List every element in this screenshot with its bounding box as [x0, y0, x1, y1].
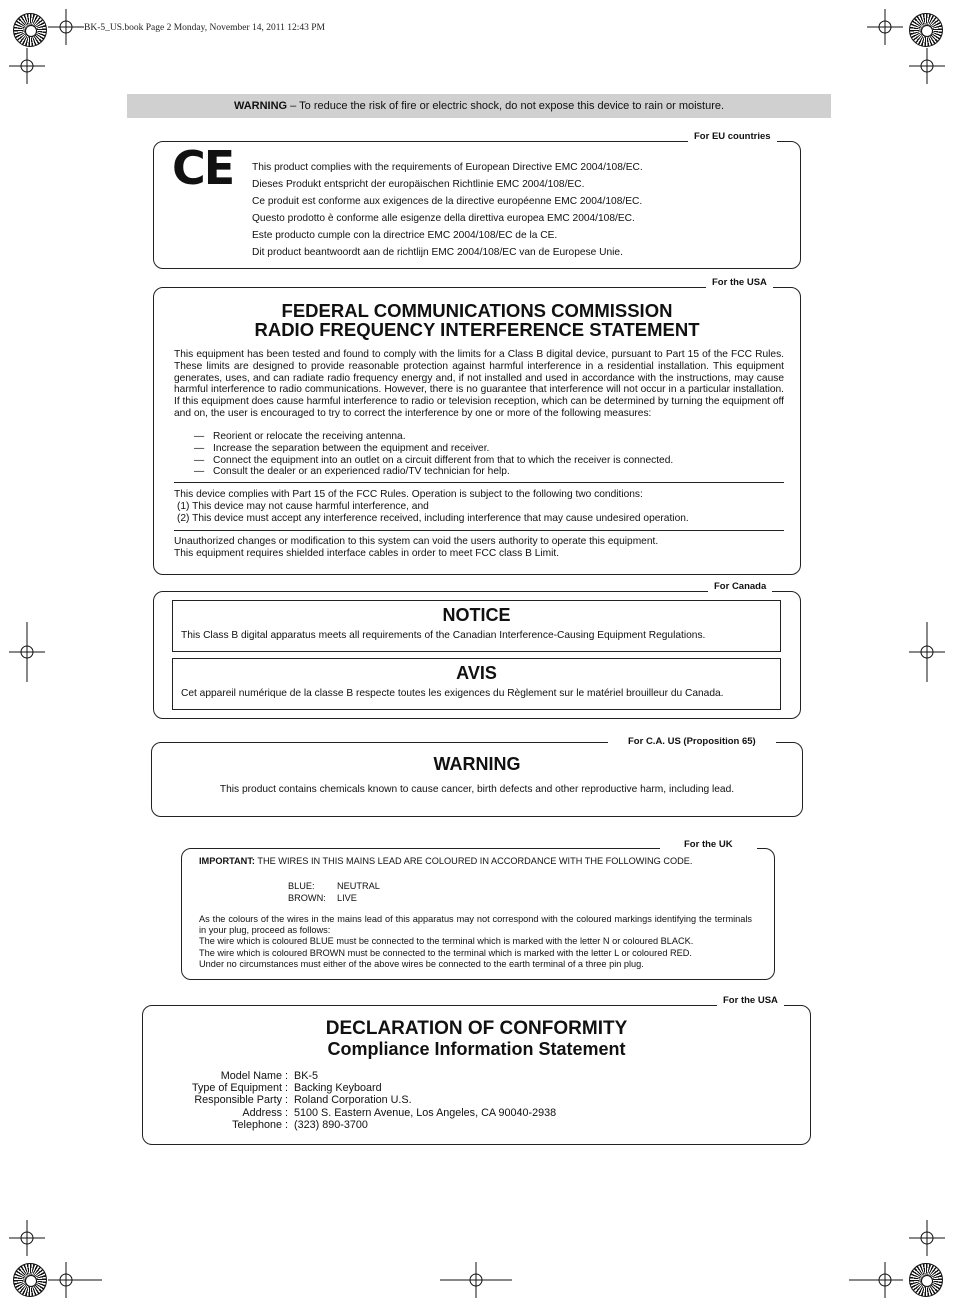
list-item: — Increase the separation between the equipment and receiver. — [194, 442, 490, 454]
doc-value: 5100 S. Eastern Avenue, Los Angeles, CA 90040-2938 — [294, 1106, 557, 1119]
crosshair-icon — [9, 622, 45, 682]
eu-line: Dit product beantwoordt aan de richtlijn EMC 2004/108/EC van de Europese Unie. — [252, 247, 623, 258]
doc-details — [150, 1070, 556, 1131]
eu-line: Este producto cumple con la directrice EMC 2004/108/EC de la CE. — [252, 230, 558, 241]
uk-para: As the colours of the wires in the mains lead of this apparatus may not correspond with the coloured markings identifying the terminals in your plug, proceed as follows: — [199, 914, 752, 936]
uk-important-label: IMPORTANT: — [199, 856, 255, 866]
divider — [174, 530, 784, 531]
prop65-tab-label: For C.A. US (Proposition 65) — [608, 736, 776, 748]
notice-text: This Class B digital apparatus meets all requirements of the Canadian Interference-Causing Equipment Regulations. — [181, 630, 706, 641]
avis-text: Cet appareil numérique de la classe B respecte toutes les exigences du Règlement sur le matériel brouilleur du Canada. — [181, 688, 724, 699]
fcc-tab-label: For the USA — [706, 277, 773, 289]
doc-label: Type of Equipment : — [191, 1082, 288, 1095]
uk-brown-value: LIVE — [337, 893, 357, 903]
eu-line: Dieses Produkt entspricht der europäischen Richtlinie EMC 2004/108/EC. — [252, 179, 585, 190]
eu-line: Ce produit est conforme aux exigences de la directive européenne EMC 2004/108/EC. — [252, 196, 643, 207]
warning-label: WARNING — [233, 100, 288, 112]
crosshair-icon — [9, 48, 45, 84]
prop65-title: WARNING — [433, 754, 521, 774]
fcc-measures-list — [194, 431, 784, 478]
doc-title-line2: Compliance Information Statement — [327, 1039, 626, 1059]
canada-tab-label: For Canada — [708, 581, 772, 593]
fcc-shielded-text: This equipment requires shielded interface cables in order to meet FCC class B Limit. — [174, 547, 560, 559]
fcc-title-line1: FEDERAL COMMUNICATIONS COMMISSION — [281, 300, 673, 321]
doc-title — [142, 1018, 811, 1060]
notice-box — [172, 600, 781, 652]
avis-title: AVIS — [456, 663, 497, 683]
crosshair-icon — [440, 1262, 512, 1298]
uk-tab-label: For the UK — [660, 839, 757, 851]
print-file-note: BK-5_US.book Page 2 Monday, November 14, 2011 12:43 PM — [84, 23, 326, 33]
doc-value: (323) 890-3700 — [294, 1118, 368, 1131]
doc-value: Roland Corporation U.S. — [294, 1094, 412, 1107]
fcc-unauthorized-text: Unauthorized changes or modification to this system can void the users authority to operate this equipment. — [174, 536, 659, 547]
doc-label: Telephone : — [232, 1118, 288, 1131]
crosshair-icon — [48, 1262, 102, 1298]
uk-para: The wire which is coloured BROWN must be connected to the terminal which is marked with the letter L or coloured RED. — [199, 947, 692, 958]
printer-sunburst-mark — [13, 13, 47, 47]
uk-para: The wire which is coloured BLUE must be connected to the terminal which is marked with the letter N or coloured BLACK. — [199, 936, 694, 947]
fcc-condition-1: (1) This device may not cause harmful interference, and — [177, 500, 429, 512]
doc-value: BK-5 — [294, 1070, 319, 1082]
doc-label: Responsible Party : — [194, 1094, 288, 1107]
eu-line: Questo prodotto è conforme alle esigenze della direttiva europea EMC 2004/108/EC. — [252, 213, 635, 224]
uk-blue-label: BLUE: — [288, 881, 315, 891]
doc-title-line1: DECLARATION OF CONFORMITY — [325, 1018, 628, 1039]
fcc-part15-text: This device complies with Part 15 of the FCC Rules. Operation is subject to the following two conditions: — [174, 489, 643, 500]
uk-instructions — [199, 914, 752, 970]
fcc-title-line2: RADIO FREQUENCY INTERFERENCE STATEMENT — [254, 319, 700, 340]
list-item: — Consult the dealer or an experienced radio/TV technician for help. — [194, 466, 510, 478]
crosshair-icon — [9, 1220, 45, 1256]
printer-sunburst-mark — [909, 1263, 943, 1297]
fcc-part15-section — [174, 489, 784, 524]
uk-brown-label: BROWN: — [288, 893, 326, 903]
uk-wire-codes — [288, 880, 380, 904]
ce-logo: CE — [172, 141, 234, 195]
crosshair-icon — [48, 9, 84, 45]
crosshair-icon — [867, 9, 903, 45]
fcc-paragraph: This equipment has been tested and found to comply with the limits for a Class B digital device, pursuant to Part 15 of the FCC Rules. These limits are designed to provide reasonable protection against harmful interference in a residential installation. This equipment generates, uses, and can radiate radio frequency energy and, if not installed and used in accordance with the instructions, may cause harmful interference to radio communications. However, there is no guarantee that interference will not occur in a particular installation. If this equipment does cause harmful interference to radio or television reception, which can be determined by turning the equipment off and on, the user is encouraged to try to correct the interference by one or more of the following measures: — [174, 349, 784, 419]
printer-sunburst-mark — [909, 13, 943, 47]
divider — [174, 482, 784, 483]
moisture-warning-bar — [127, 94, 831, 118]
doc-label: Address : — [242, 1106, 288, 1119]
doc-label: Model Name : — [220, 1070, 288, 1082]
doc-tab-label: For the USA — [717, 995, 784, 1007]
fcc-title — [153, 301, 801, 339]
notice-title: NOTICE — [442, 605, 511, 625]
uk-para: Under no circumstances must either of the above wires be connected to the earth terminal of a three pin plug. — [199, 958, 644, 969]
avis-box — [172, 658, 781, 710]
warning-text: – To reduce the risk of fire or electric shock, do not expose this device to rain or moisture. — [287, 100, 725, 112]
crosshair-icon — [909, 1220, 945, 1256]
eu-line: This product complies with the requirements of European Directive EMC 2004/108/EC. — [252, 162, 643, 173]
uk-blue-value: NEUTRAL — [337, 881, 380, 891]
eu-compliance-lines — [252, 159, 643, 261]
crosshair-icon — [909, 48, 945, 84]
crosshair-icon — [849, 1262, 903, 1298]
prop65-text: This product contains chemicals known to cause cancer, birth defects and other reproductive harm, including lead. — [219, 784, 735, 795]
fcc-condition-2: (2) This device must accept any interference received, including interference that may cause undesired operation. — [177, 512, 689, 524]
printer-sunburst-mark — [13, 1263, 47, 1297]
uk-important-text: THE WIRES IN THIS MAINS LEAD ARE COLOURED IN ACCORDANCE WITH THE FOLLOWING CODE. — [254, 856, 693, 866]
fcc-unauthorized-section — [174, 536, 784, 560]
crosshair-icon — [909, 622, 945, 682]
doc-value: Backing Keyboard — [294, 1082, 382, 1095]
list-item: — Connect the equipment into an outlet on a circuit different from that to which the receiver is connected. — [194, 454, 674, 466]
eu-tab-label: For EU countries — [688, 131, 777, 143]
uk-important-line — [199, 856, 692, 866]
list-item: — Reorient or relocate the receiving antenna. — [194, 431, 406, 442]
